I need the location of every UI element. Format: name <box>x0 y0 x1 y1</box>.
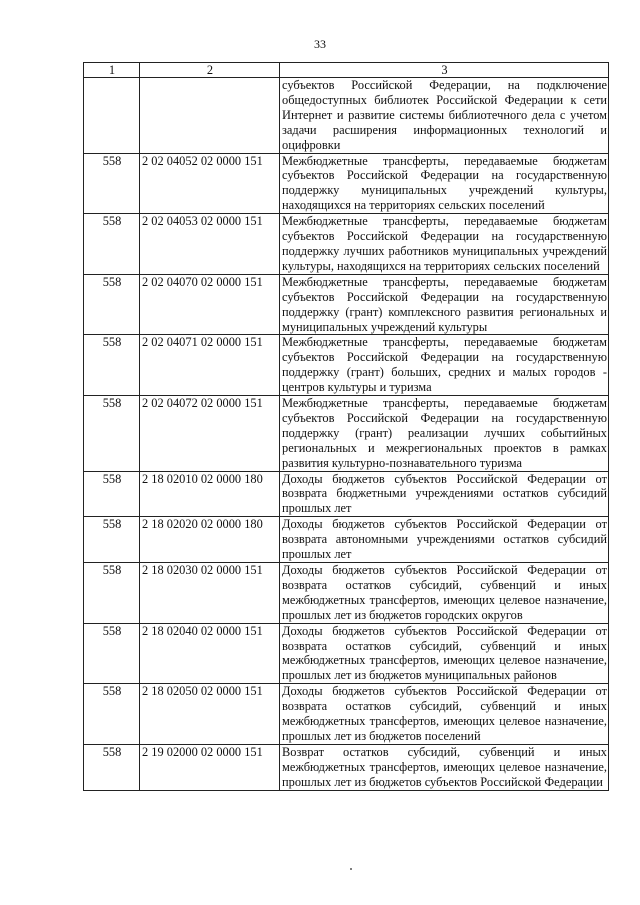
budget-code-cell: 2 18 02030 02 0000 151 <box>140 563 280 624</box>
column-header-1: 1 <box>84 63 140 78</box>
description-cell: Доходы бюджетов субъектов Российской Федерации от возврата остатков субсидий, субвенций и иных межбюджетных трансфертов, имеющих целевое назначение, прошлых лет из бюджетов поселений <box>280 684 609 745</box>
budget-code-cell: 2 19 02000 02 0000 151 <box>140 744 280 790</box>
admin-code-cell: 558 <box>84 335 140 396</box>
admin-code-cell <box>84 78 140 154</box>
description-cell: Доходы бюджетов субъектов Российской Федерации от возврата бюджетными учреждениями остатков субсидий прошлых лет <box>280 471 609 517</box>
table-row <box>84 623 609 684</box>
description-cell: Доходы бюджетов субъектов Российской Федерации от возврата остатков субсидий, субвенций и иных межбюджетных трансфертов, имеющих целевое назначение, прошлых лет из бюджетов городских округов <box>280 563 609 624</box>
admin-code-cell: 558 <box>84 623 140 684</box>
description-cell: Доходы бюджетов субъектов Российской Федерации от возврата остатков субсидий, субвенций и иных межбюджетных трансфертов, имеющих целевое назначение, прошлых лет из бюджетов муниципальных районов <box>280 623 609 684</box>
admin-code-cell: 558 <box>84 471 140 517</box>
budget-code-cell: 2 02 04053 02 0000 151 <box>140 214 280 275</box>
budget-code-cell: 2 18 02020 02 0000 180 <box>140 517 280 563</box>
column-header-3: 3 <box>280 63 609 78</box>
description-cell: Межбюджетные трансферты, передаваемые бюджетам субъектов Российской Федерации на государственную поддержку (грант) реализации лучших событийных региональных и межрегиональных проектов в рамках развития культурно-познавательного туризма <box>280 396 609 472</box>
table-row <box>84 153 609 214</box>
description-cell: Возврат остатков субсидий, субвенций и иных межбюджетных трансфертов, имеющих целевое назначение, прошлых лет из бюджетов субъектов Российской Федерации <box>280 744 609 790</box>
budget-code-cell: 2 02 04071 02 0000 151 <box>140 335 280 396</box>
table-header-row <box>84 63 609 78</box>
table-row <box>84 396 609 472</box>
description-cell: Межбюджетные трансферты, передаваемые бюджетам субъектов Российской Федерации на государственную поддержку муниципальных учреждений культуры, находящихся на территориях сельских поселений <box>280 153 609 214</box>
budget-code-cell: 2 02 04070 02 0000 151 <box>140 274 280 335</box>
budget-classification-table <box>83 62 609 791</box>
admin-code-cell: 558 <box>84 153 140 214</box>
table-row <box>84 744 609 790</box>
description-cell: субъектов Российской Федерации, на подключение общедоступных библиотек Российской Федерации к сети Интернет и развитие системы библиотечного дела с учетом задачи расширения информационных технологий и оцифровки <box>280 78 609 154</box>
scan-dot <box>350 868 352 870</box>
table-row <box>84 335 609 396</box>
admin-code-cell: 558 <box>84 744 140 790</box>
table-body <box>84 78 609 791</box>
admin-code-cell: 558 <box>84 517 140 563</box>
table-row <box>84 471 609 517</box>
budget-code-cell: 2 18 02050 02 0000 151 <box>140 684 280 745</box>
page-number: 33 <box>314 37 326 51</box>
table-row <box>84 563 609 624</box>
table-row <box>84 517 609 563</box>
table-row <box>84 214 609 275</box>
admin-code-cell: 558 <box>84 563 140 624</box>
admin-code-cell: 558 <box>84 274 140 335</box>
description-cell: Доходы бюджетов субъектов Российской Федерации от возврата автономными учреждениями остатков субсидий прошлых лет <box>280 517 609 563</box>
table-row <box>84 78 609 154</box>
admin-code-cell: 558 <box>84 396 140 472</box>
description-cell: Межбюджетные трансферты, передаваемые бюджетам субъектов Российской Федерации на государственную поддержку лучших работников муниципальных учреждений культуры, находящихся на территориях сельских поселений <box>280 214 609 275</box>
admin-code-cell: 558 <box>84 684 140 745</box>
description-cell: Межбюджетные трансферты, передаваемые бюджетам субъектов Российской Федерации на государственную поддержку (грант) больших, средних и малых городов - центров культуры и туризма <box>280 335 609 396</box>
table-row <box>84 274 609 335</box>
description-cell: Межбюджетные трансферты, передаваемые бюджетам субъектов Российской Федерации на государственную поддержку (грант) комплексного развития региональных и муниципальных учреждений культуры <box>280 274 609 335</box>
column-header-2: 2 <box>140 63 280 78</box>
table-row <box>84 684 609 745</box>
admin-code-cell: 558 <box>84 214 140 275</box>
budget-code-cell: 2 18 02040 02 0000 151 <box>140 623 280 684</box>
budget-code-cell <box>140 78 280 154</box>
budget-code-cell: 2 02 04052 02 0000 151 <box>140 153 280 214</box>
budget-code-cell: 2 02 04072 02 0000 151 <box>140 396 280 472</box>
budget-code-cell: 2 18 02010 02 0000 180 <box>140 471 280 517</box>
